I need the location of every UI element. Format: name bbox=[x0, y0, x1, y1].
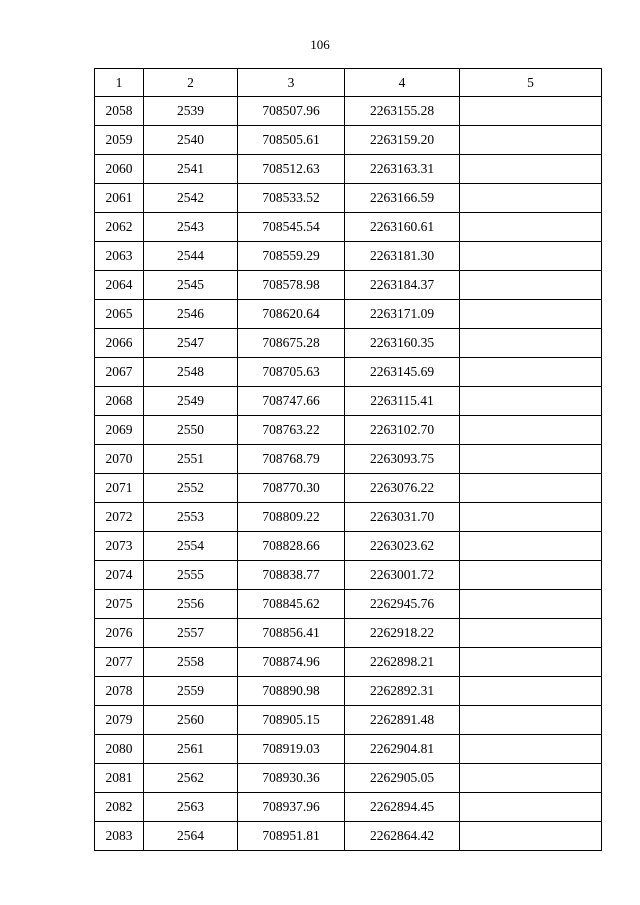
table-cell-col-1: 2066 bbox=[95, 329, 144, 358]
table-cell-col-5 bbox=[460, 300, 602, 329]
table-cell-col-4: 2263166.59 bbox=[345, 184, 460, 213]
table-cell-col-1: 2078 bbox=[95, 677, 144, 706]
table-row bbox=[95, 532, 602, 561]
table-cell-col-3: 708675.28 bbox=[238, 329, 345, 358]
table-cell-col-5 bbox=[460, 532, 602, 561]
table-row bbox=[95, 126, 602, 155]
table-row bbox=[95, 358, 602, 387]
table-cell-col-2: 2555 bbox=[144, 561, 238, 590]
column-header-2: 2 bbox=[144, 69, 238, 97]
table-cell-col-5 bbox=[460, 387, 602, 416]
table-row bbox=[95, 793, 602, 822]
table-cell-col-5 bbox=[460, 735, 602, 764]
table-cell-col-4: 2263076.22 bbox=[345, 474, 460, 503]
table-row bbox=[95, 300, 602, 329]
table-cell-col-5 bbox=[460, 155, 602, 184]
table-cell-col-5 bbox=[460, 445, 602, 474]
table-cell-col-2: 2564 bbox=[144, 822, 238, 851]
table-cell-col-2: 2545 bbox=[144, 271, 238, 300]
table-cell-col-4: 2263160.61 bbox=[345, 213, 460, 242]
table-cell-col-1: 2058 bbox=[95, 97, 144, 126]
table-cell-col-1: 2070 bbox=[95, 445, 144, 474]
table-cell-col-2: 2562 bbox=[144, 764, 238, 793]
table-row bbox=[95, 648, 602, 677]
page-number: 106 bbox=[310, 37, 330, 52]
table-cell-col-3: 708845.62 bbox=[238, 590, 345, 619]
table-cell-col-4: 2263001.72 bbox=[345, 561, 460, 590]
table-cell-col-4: 2263031.70 bbox=[345, 503, 460, 532]
table-row bbox=[95, 764, 602, 793]
table-cell-col-2: 2550 bbox=[144, 416, 238, 445]
table-cell-col-2: 2556 bbox=[144, 590, 238, 619]
table-cell-col-1: 2068 bbox=[95, 387, 144, 416]
table-cell-col-1: 2072 bbox=[95, 503, 144, 532]
table-row bbox=[95, 184, 602, 213]
table-cell-col-4: 2262894.45 bbox=[345, 793, 460, 822]
table-cell-col-1: 2069 bbox=[95, 416, 144, 445]
table-row bbox=[95, 242, 602, 271]
table-cell-col-1: 2076 bbox=[95, 619, 144, 648]
column-header-3: 3 bbox=[238, 69, 345, 97]
table-cell-col-2: 2563 bbox=[144, 793, 238, 822]
table-cell-col-5 bbox=[460, 648, 602, 677]
table-cell-col-2: 2541 bbox=[144, 155, 238, 184]
table-cell-col-4: 2263163.31 bbox=[345, 155, 460, 184]
table-cell-col-4: 2262945.76 bbox=[345, 590, 460, 619]
table-cell-col-4: 2263155.28 bbox=[345, 97, 460, 126]
table-cell-col-3: 708856.41 bbox=[238, 619, 345, 648]
table-cell-col-3: 708770.30 bbox=[238, 474, 345, 503]
table-cell-col-5 bbox=[460, 706, 602, 735]
table-cell-col-5 bbox=[460, 358, 602, 387]
table-cell-col-1: 2064 bbox=[95, 271, 144, 300]
table-cell-col-5 bbox=[460, 213, 602, 242]
table-cell-col-5 bbox=[460, 242, 602, 271]
table-row bbox=[95, 445, 602, 474]
table-cell-col-4: 2263184.37 bbox=[345, 271, 460, 300]
table-cell-col-2: 2544 bbox=[144, 242, 238, 271]
table-cell-col-3: 708919.03 bbox=[238, 735, 345, 764]
table-cell-col-4: 2262905.05 bbox=[345, 764, 460, 793]
table-cell-col-5 bbox=[460, 561, 602, 590]
table-cell-col-3: 708559.29 bbox=[238, 242, 345, 271]
table-cell-col-5 bbox=[460, 590, 602, 619]
table-cell-col-5 bbox=[460, 97, 602, 126]
table-row bbox=[95, 590, 602, 619]
table-cell-col-1: 2079 bbox=[95, 706, 144, 735]
table-cell-col-1: 2063 bbox=[95, 242, 144, 271]
table-cell-col-5 bbox=[460, 764, 602, 793]
table-row bbox=[95, 619, 602, 648]
table-cell-col-3: 708768.79 bbox=[238, 445, 345, 474]
table-cell-col-4: 2263145.69 bbox=[345, 358, 460, 387]
table-cell-col-3: 708505.61 bbox=[238, 126, 345, 155]
table-cell-col-5 bbox=[460, 619, 602, 648]
table-cell-col-4: 2263160.35 bbox=[345, 329, 460, 358]
header-row bbox=[95, 69, 602, 97]
table-cell-col-4: 2262898.21 bbox=[345, 648, 460, 677]
table-cell-col-3: 708905.15 bbox=[238, 706, 345, 735]
table-cell-col-3: 708809.22 bbox=[238, 503, 345, 532]
column-header-5: 5 bbox=[460, 69, 602, 97]
table-cell-col-2: 2543 bbox=[144, 213, 238, 242]
table-cell-col-4: 2263023.62 bbox=[345, 532, 460, 561]
table-row bbox=[95, 97, 602, 126]
table-cell-col-4: 2263159.20 bbox=[345, 126, 460, 155]
table-row bbox=[95, 677, 602, 706]
table-cell-col-4: 2263115.41 bbox=[345, 387, 460, 416]
table-cell-col-2: 2551 bbox=[144, 445, 238, 474]
table-row bbox=[95, 503, 602, 532]
table-cell-col-3: 708937.96 bbox=[238, 793, 345, 822]
table-row bbox=[95, 561, 602, 590]
table-cell-col-2: 2549 bbox=[144, 387, 238, 416]
table-row bbox=[95, 706, 602, 735]
table-row bbox=[95, 213, 602, 242]
table-cell-col-1: 2083 bbox=[95, 822, 144, 851]
table-row bbox=[95, 416, 602, 445]
table-cell-col-5 bbox=[460, 822, 602, 851]
table-cell-col-1: 2059 bbox=[95, 126, 144, 155]
table-cell-col-2: 2540 bbox=[144, 126, 238, 155]
table-header bbox=[95, 69, 602, 97]
table-cell-col-4: 2262892.31 bbox=[345, 677, 460, 706]
table-cell-col-1: 2075 bbox=[95, 590, 144, 619]
table-row bbox=[95, 474, 602, 503]
table-cell-col-4: 2262904.81 bbox=[345, 735, 460, 764]
table-cell-col-3: 708838.77 bbox=[238, 561, 345, 590]
table-cell-col-3: 708620.64 bbox=[238, 300, 345, 329]
table-cell-col-3: 708512.63 bbox=[238, 155, 345, 184]
table-cell-col-3: 708705.63 bbox=[238, 358, 345, 387]
table-cell-col-2: 2561 bbox=[144, 735, 238, 764]
table-cell-col-3: 708578.98 bbox=[238, 271, 345, 300]
table-cell-col-5 bbox=[460, 329, 602, 358]
table-cell-col-4: 2263181.30 bbox=[345, 242, 460, 271]
table-cell-col-1: 2073 bbox=[95, 532, 144, 561]
table-cell-col-2: 2539 bbox=[144, 97, 238, 126]
table-row bbox=[95, 271, 602, 300]
table-cell-col-1: 2071 bbox=[95, 474, 144, 503]
table-cell-col-5 bbox=[460, 793, 602, 822]
table-cell-col-5 bbox=[460, 416, 602, 445]
table-cell-col-3: 708890.98 bbox=[238, 677, 345, 706]
table-cell-col-1: 2060 bbox=[95, 155, 144, 184]
table-cell-col-3: 708828.66 bbox=[238, 532, 345, 561]
column-header-1: 1 bbox=[95, 69, 144, 97]
table-row bbox=[95, 735, 602, 764]
table-cell-col-4: 2262918.22 bbox=[345, 619, 460, 648]
table-cell-col-5 bbox=[460, 271, 602, 300]
table-cell-col-2: 2558 bbox=[144, 648, 238, 677]
table-cell-col-1: 2062 bbox=[95, 213, 144, 242]
table-cell-col-2: 2559 bbox=[144, 677, 238, 706]
table-cell-col-2: 2554 bbox=[144, 532, 238, 561]
table-cell-col-2: 2546 bbox=[144, 300, 238, 329]
table-cell-col-4: 2263093.75 bbox=[345, 445, 460, 474]
table-cell-col-4: 2263102.70 bbox=[345, 416, 460, 445]
table-cell-col-5 bbox=[460, 126, 602, 155]
table-row bbox=[95, 387, 602, 416]
table-cell-col-3: 708507.96 bbox=[238, 97, 345, 126]
table-cell-col-1: 2082 bbox=[95, 793, 144, 822]
table-cell-col-1: 2081 bbox=[95, 764, 144, 793]
table-cell-col-2: 2557 bbox=[144, 619, 238, 648]
table-cell-col-5 bbox=[460, 474, 602, 503]
table-cell-col-2: 2560 bbox=[144, 706, 238, 735]
table-cell-col-3: 708874.96 bbox=[238, 648, 345, 677]
table-cell-col-5 bbox=[460, 503, 602, 532]
table-cell-col-3: 708747.66 bbox=[238, 387, 345, 416]
table-cell-col-3: 708951.81 bbox=[238, 822, 345, 851]
table-cell-col-2: 2553 bbox=[144, 503, 238, 532]
table-body bbox=[95, 97, 602, 851]
table-cell-col-1: 2077 bbox=[95, 648, 144, 677]
column-header-4: 4 bbox=[345, 69, 460, 97]
table-cell-col-4: 2262891.48 bbox=[345, 706, 460, 735]
table-cell-col-1: 2067 bbox=[95, 358, 144, 387]
coordinates-table bbox=[94, 68, 602, 851]
table-cell-col-1: 2065 bbox=[95, 300, 144, 329]
table-row bbox=[95, 329, 602, 358]
table-cell-col-2: 2547 bbox=[144, 329, 238, 358]
table-cell-col-4: 2263171.09 bbox=[345, 300, 460, 329]
table-cell-col-2: 2552 bbox=[144, 474, 238, 503]
table-row bbox=[95, 822, 602, 851]
table-cell-col-3: 708930.36 bbox=[238, 764, 345, 793]
table-cell-col-1: 2074 bbox=[95, 561, 144, 590]
table-cell-col-4: 2262864.42 bbox=[345, 822, 460, 851]
table-row bbox=[95, 155, 602, 184]
table-cell-col-3: 708545.54 bbox=[238, 213, 345, 242]
table-cell-col-2: 2548 bbox=[144, 358, 238, 387]
table-cell-col-5 bbox=[460, 677, 602, 706]
table-cell-col-5 bbox=[460, 184, 602, 213]
table-cell-col-3: 708533.52 bbox=[238, 184, 345, 213]
table-cell-col-1: 2080 bbox=[95, 735, 144, 764]
table-cell-col-1: 2061 bbox=[95, 184, 144, 213]
table-cell-col-2: 2542 bbox=[144, 184, 238, 213]
table-cell-col-3: 708763.22 bbox=[238, 416, 345, 445]
